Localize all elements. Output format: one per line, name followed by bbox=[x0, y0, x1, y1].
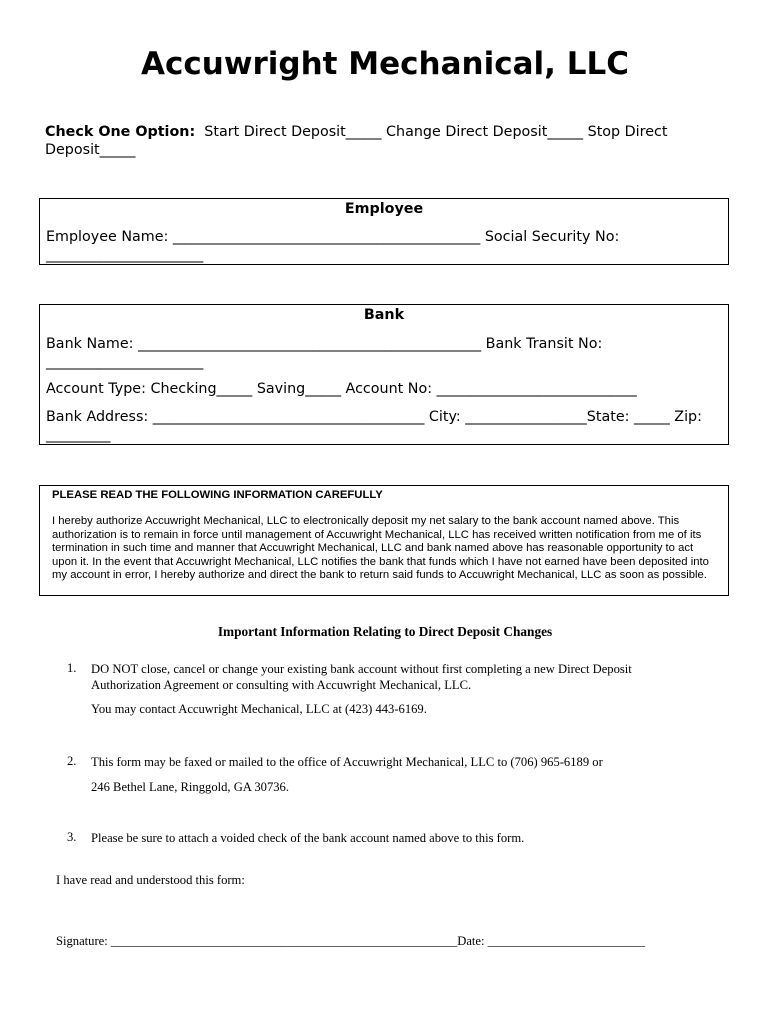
bank-section bbox=[39, 304, 729, 445]
employee-section bbox=[39, 198, 729, 265]
important-info-heading: Important Information Relating to Direct Deposit Changes bbox=[217, 624, 553, 639]
important-item-2-address: 246 Bethel Lane, Ringgold, GA 30736. bbox=[91, 780, 289, 794]
notice-section bbox=[39, 485, 729, 596]
important-item-1: DO NOT close, cancel or change your existing bank account without first completing a new Direct Deposit Authorization Agreement or consulting with Accuwright Mechanical, LLC. bbox=[91, 662, 632, 692]
item-number: 3. bbox=[67, 830, 77, 844]
signature-date-field[interactable]: Signature: _______________________________________________________Date: _________________________ bbox=[56, 934, 646, 948]
acknowledgement-text: I have read and understood this form: bbox=[56, 873, 245, 887]
page-title: Accuwright Mechanical, LLC bbox=[141, 46, 629, 82]
employee-name-field[interactable]: Employee Name: ___________________________________________ Social Security No: ______________________ bbox=[46, 229, 620, 263]
notice-heading: PLEASE READ THE FOLLOWING INFORMATION CAREFULLY bbox=[52, 489, 383, 501]
item-number: 1. bbox=[67, 661, 77, 675]
account-type-field[interactable]: Account Type: Checking_____ Saving_____ Account No: ____________________________ bbox=[46, 381, 637, 397]
bank-address-field[interactable]: Bank Address: ______________________________________ City: _________________State: _____ Zip: _________ bbox=[46, 409, 702, 443]
bank-heading: Bank bbox=[363, 307, 405, 323]
check-option-choices[interactable]: Start Direct Deposit_____ Change Direct Deposit_____ Stop Direct Deposit_____ bbox=[45, 124, 668, 158]
important-item-1-contact: You may contact Accuwright Mechanical, LLC at (423) 443-6169. bbox=[91, 702, 427, 716]
notice-body: I hereby authorize Accuwright Mechanical, LLC to electronically deposit my net salary to the bank account named above. This authorization is to remain in force until management of Accuwright Mechanical, LLC has received written notification from me of its termination in such time and manner that Accuwright Mechanical, LLC and bank named above has reasonable opportunity to act upon it. In the event that Accuwright Mechanical, LLC notifies the bank that funds which I have not earned have been deposited into my account in error, I hereby authorize and direct the bank to return said funds to Accuwright Mechanical, LLC as soon as possible. bbox=[52, 515, 709, 581]
check-option-label: Check One Option: bbox=[45, 124, 196, 140]
check-option-line bbox=[45, 123, 685, 159]
item-number: 2. bbox=[67, 754, 77, 768]
important-item-3: Please be sure to attach a voided check of the bank account named above to this form. bbox=[91, 831, 525, 845]
employee-heading: Employee bbox=[344, 201, 424, 217]
important-item-2: This form may be faxed or mailed to the office of Accuwright Mechanical, LLC to (706) 965-6189 or bbox=[91, 755, 603, 769]
bank-name-field[interactable]: Bank Name: ________________________________________________ Bank Transit No: ______________________ bbox=[46, 336, 603, 370]
